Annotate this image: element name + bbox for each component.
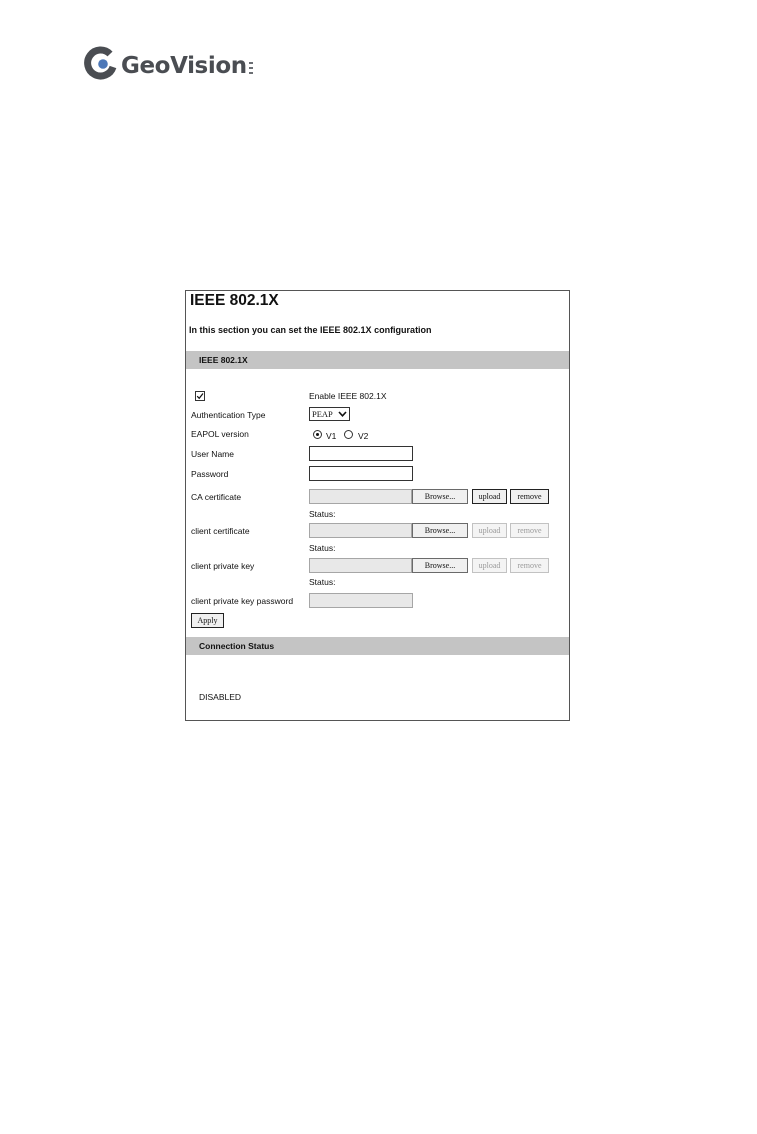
auth-type-select[interactable] xyxy=(309,407,350,421)
client-certificate-status-label: Status: xyxy=(309,543,336,553)
auth-type-label: Authentication Type xyxy=(191,410,266,420)
eapol-v2-label: V2 xyxy=(358,431,369,441)
auth-type-value: PEAP xyxy=(312,409,333,419)
client-private-key-label: client private key xyxy=(191,561,255,571)
eapol-v2-radio[interactable] xyxy=(344,430,353,439)
client-certificate-upload-button[interactable]: upload xyxy=(472,523,507,538)
eapol-version-label: EAPOL version xyxy=(191,429,249,439)
section-header-connection xyxy=(186,637,569,655)
username-input[interactable] xyxy=(309,446,413,461)
client-private-key-remove-button[interactable]: remove xyxy=(510,558,549,573)
client-private-key-browse-button[interactable]: Browse... xyxy=(412,558,468,573)
ca-certificate-label: CA certificate xyxy=(191,492,242,502)
logo-ring-icon xyxy=(84,46,118,80)
page-title: IEEE 802.1X xyxy=(190,292,279,309)
page-subtitle: In this section you can set the IEEE 802.1X configuration xyxy=(189,325,432,335)
connection-status-value: DISABLED xyxy=(199,692,242,702)
password-input[interactable] xyxy=(309,466,413,481)
enable-ieee-label: Enable IEEE 802.1X xyxy=(309,391,387,401)
client-key-password-label: client private key password xyxy=(191,596,294,606)
apply-button[interactable]: Apply xyxy=(191,613,224,628)
ca-certificate-upload-button[interactable]: upload xyxy=(472,489,507,504)
client-certificate-remove-button[interactable]: remove xyxy=(510,523,549,538)
eapol-v1-radio[interactable] xyxy=(313,430,322,439)
password-label: Password xyxy=(191,469,229,479)
geovision-logo xyxy=(84,42,253,84)
section-header-connection-label: Connection Status xyxy=(199,641,275,651)
chevron-down-icon xyxy=(338,411,347,417)
ca-certificate-status-label: Status: xyxy=(309,509,336,519)
client-private-key-status-label: Status: xyxy=(309,577,336,587)
client-key-password-input[interactable] xyxy=(309,593,413,608)
client-certificate-label: client certificate xyxy=(191,526,250,536)
client-certificate-file-field[interactable] xyxy=(309,523,412,538)
logo-brand-text: GeoVision xyxy=(121,53,247,79)
ieee-8021x-panel xyxy=(185,290,570,721)
logo-trademark-mark xyxy=(249,62,253,74)
ca-certificate-file-field[interactable] xyxy=(309,489,412,504)
ca-certificate-browse-button[interactable]: Browse... xyxy=(412,489,468,504)
enable-ieee-checkbox[interactable] xyxy=(195,391,205,401)
section-header-ieee xyxy=(186,351,569,369)
ca-certificate-remove-button[interactable]: remove xyxy=(510,489,549,504)
checkmark-icon xyxy=(196,392,204,400)
client-private-key-upload-button[interactable]: upload xyxy=(472,558,507,573)
username-label: User Name xyxy=(191,449,234,459)
section-header-ieee-label: IEEE 802.1X xyxy=(199,355,248,365)
client-private-key-file-field[interactable] xyxy=(309,558,412,573)
eapol-v1-label: V1 xyxy=(326,431,337,441)
client-certificate-browse-button[interactable]: Browse... xyxy=(412,523,468,538)
